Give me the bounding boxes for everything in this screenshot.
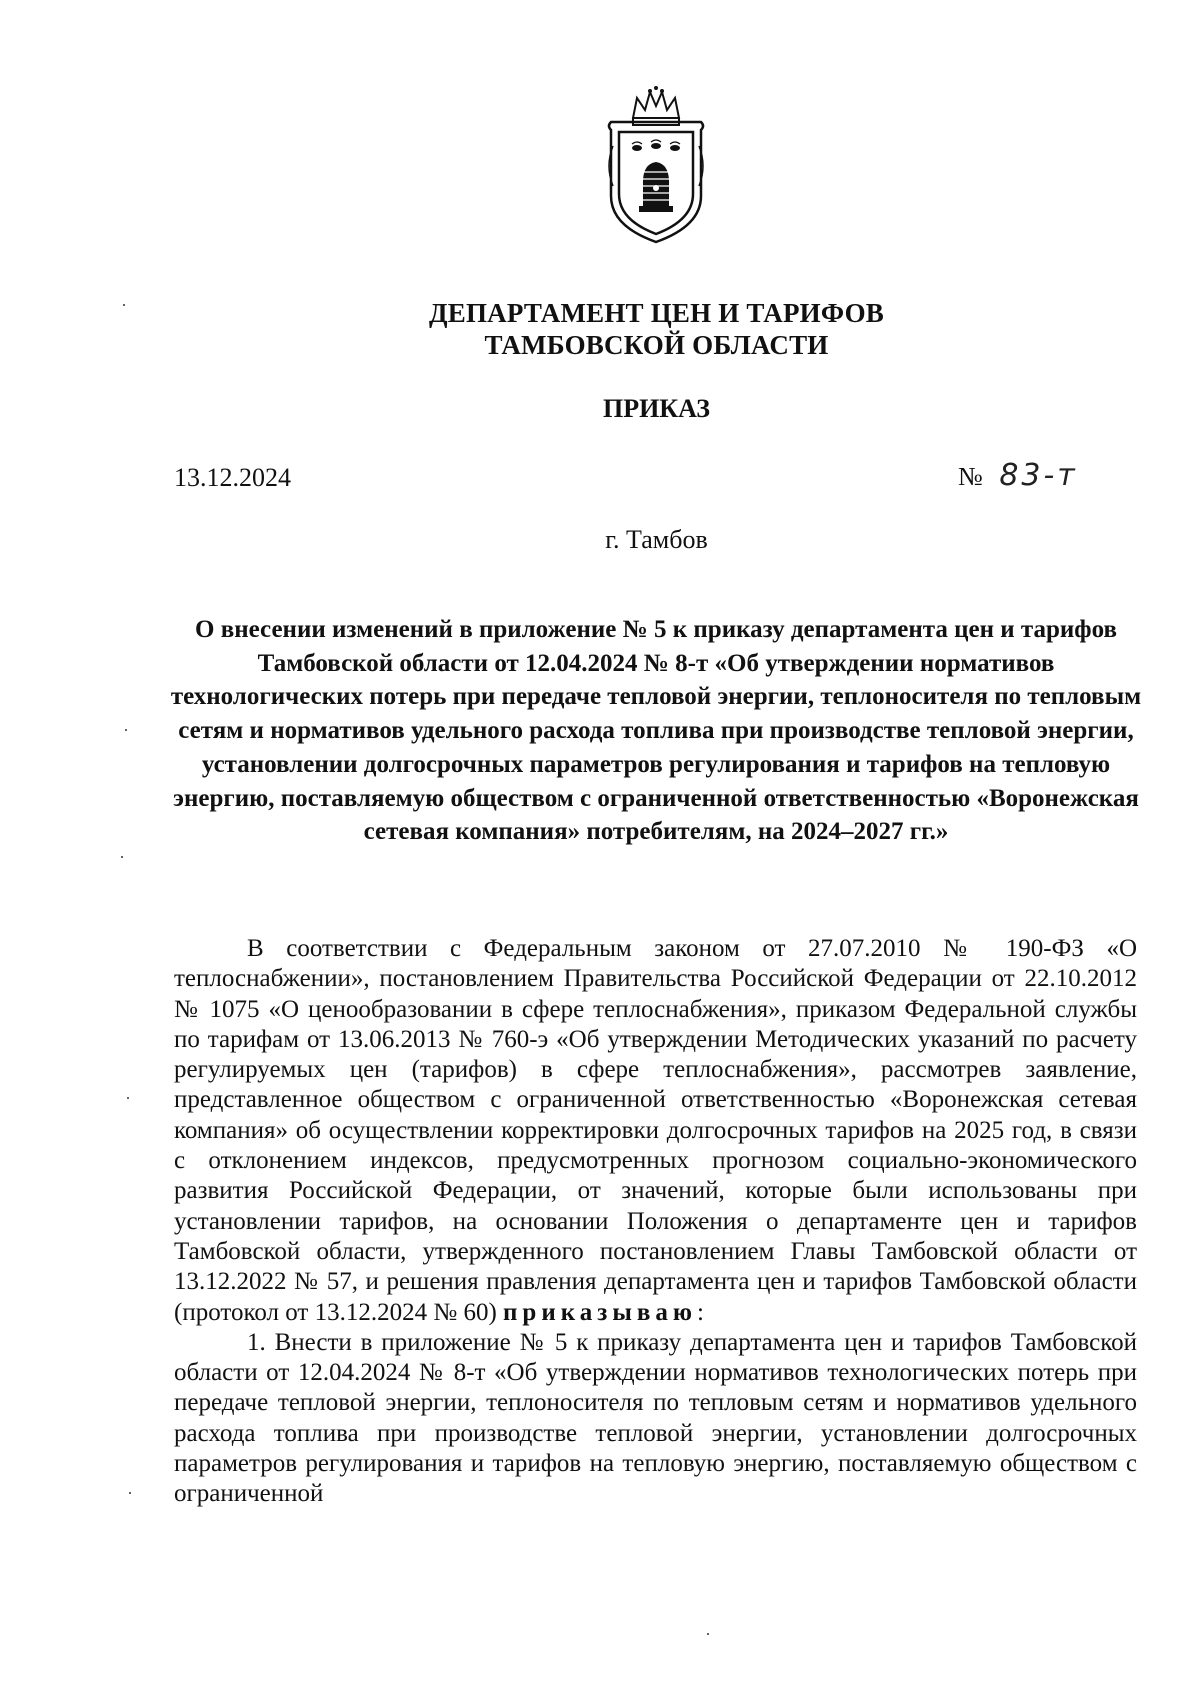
document-body [174, 934, 1137, 1510]
document-number [958, 458, 1078, 493]
city: г. Тамбов [605, 525, 708, 554]
preamble-paragraph [174, 934, 1137, 1328]
number-prefix: № [958, 462, 983, 491]
order-word: приказываю [503, 1298, 697, 1326]
organization-line-2: ТАМБОВСКОЙ ОБЛАСТИ [484, 330, 829, 360]
scan-speck [707, 1633, 709, 1635]
scan-speck [127, 1097, 129, 1099]
order-colon: : [696, 1298, 704, 1326]
document-title: О внесении изменений в приложение № 5 к приказу департамента цен и тарифов Тамбовской области от 12.04.2024 № 8-т «Об утверждении нормативов технологических потерь при передаче тепловой энергии, теплоносителя по тепловым сетям и нормативов удельного расхода топлива при производстве тепловой энергии, установлении долгосрочных параметров регулирования и тарифов на тепловую энергию, поставляемую обществом с ограниченной ответственностью «Воронежская сетевая компания» потребителям, на 2024–2027 гг.» [170, 616, 1142, 846]
order-item-1: 1. Внести в приложение № 5 к приказу департамента цен и тарифов Тамбовской области от 12.04.2024 № 8-т «Об утверждении нормативов технологических потерь при передаче тепловой энергии, теплоносителя по тепловым сетям и нормативов удельного расхода топлива при производстве тепловой энергии, установлении долгосрочных параметров регулирования и тарифов на тепловую энергию, поставляемую обществом с ограниченной [174, 1328, 1137, 1508]
organization-line-1: ДЕПАРТАМЕНТ ЦЕН И ТАРИФОВ [428, 298, 885, 328]
document-date: 13.12.2024 [174, 463, 291, 492]
organization-name [0, 297, 1200, 361]
scan-speck [121, 856, 123, 858]
scan-speck [123, 304, 125, 306]
preamble-text: В соответствии с Федеральным законом от 27.07.2010 № 190-ФЗ «О теплоснабжении», постановлением Правительства Российской Федерации от 22.10.2012 № 1075 «О ценообразовании в сфере теплоснабжения», приказом Федеральной службы по тарифам от 13.06.2013 № 760-э «Об утверждении Методических указаний по расчету регулируемых цен (тарифов) в сфере теплоснабжения», рассмотрев заявление, представленное обществом с ограниченной ответственностью «Воронежская сетевая компания» об осуществлении корректировки долгосрочных тарифов на 2025 год, в связи с отклонением индексов, предусмотренных прогнозом социально-экономического развития Российской Федерации, от значений, которые были использованы при установлении тарифов, на основании Положения о департаменте цен и тарифов Тамбовской области, утвержденного постановлением Главы Тамбовской области от 13.12.2022 № 57, и решения правления департамента цен и тарифов Тамбовской области (протокол от 13.12.2024 № 60) [174, 935, 1137, 1326]
coat-of-arms-icon [603, 86, 709, 246]
scan-speck [129, 1492, 131, 1494]
scan-speck [125, 729, 127, 731]
handwritten-number: 83-т [999, 458, 1078, 493]
document-type: ПРИКАЗ [602, 394, 711, 423]
